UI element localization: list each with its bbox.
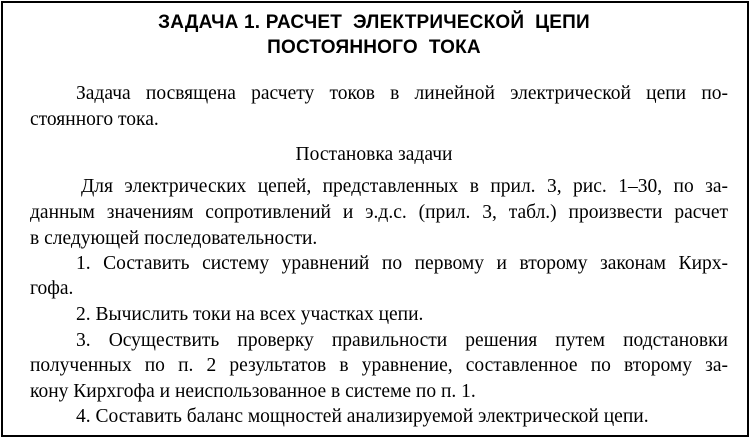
step-3-line-1: 3. Осуществить проверку правильности решения путем подстановки xyxy=(76,330,728,351)
step-1-line-2: гофа. xyxy=(30,278,74,299)
task-line-1: Для электрических цепей, представленных в прил. 3, рис. 1–30, по за- xyxy=(81,176,728,197)
step-2-line-1: 2. Вычислить токи на всех участках цепи. xyxy=(76,304,424,325)
title-line-2: ПОСТОЯННОГО ТОКА xyxy=(267,37,481,58)
step-3-line-2: полученных по п. 2 результатов в уравнение, составленное по второму за- xyxy=(30,355,728,376)
step-4-line-1: 4. Составить баланс мощностей анализируемой электрической цепи. xyxy=(76,406,649,427)
task-line-2: данным значениям сопротивлений и э.д.с. (прил. 3, табл.) произвести расчет xyxy=(30,202,728,223)
step-1-line-1: 1. Составить систему уравнений по первому и второму законам Кирх- xyxy=(76,253,728,274)
intro-line-1: Задача посвящена расчету токов в линейной электрической цепи по- xyxy=(76,83,728,104)
title-line-1: ЗАДАЧА 1. РАСЧЕТ ЭЛЕКТРИЧЕСКОЙ ЦЕПИ xyxy=(158,12,590,33)
section-heading: Постановка задачи xyxy=(295,144,453,165)
task-line-3: в следующей последовательности. xyxy=(30,228,318,249)
intro-line-2: стоянного тока. xyxy=(30,109,159,130)
step-3-line-3: кону Кирхгофа и неиспользованное в системе по п. 1. xyxy=(30,381,476,402)
